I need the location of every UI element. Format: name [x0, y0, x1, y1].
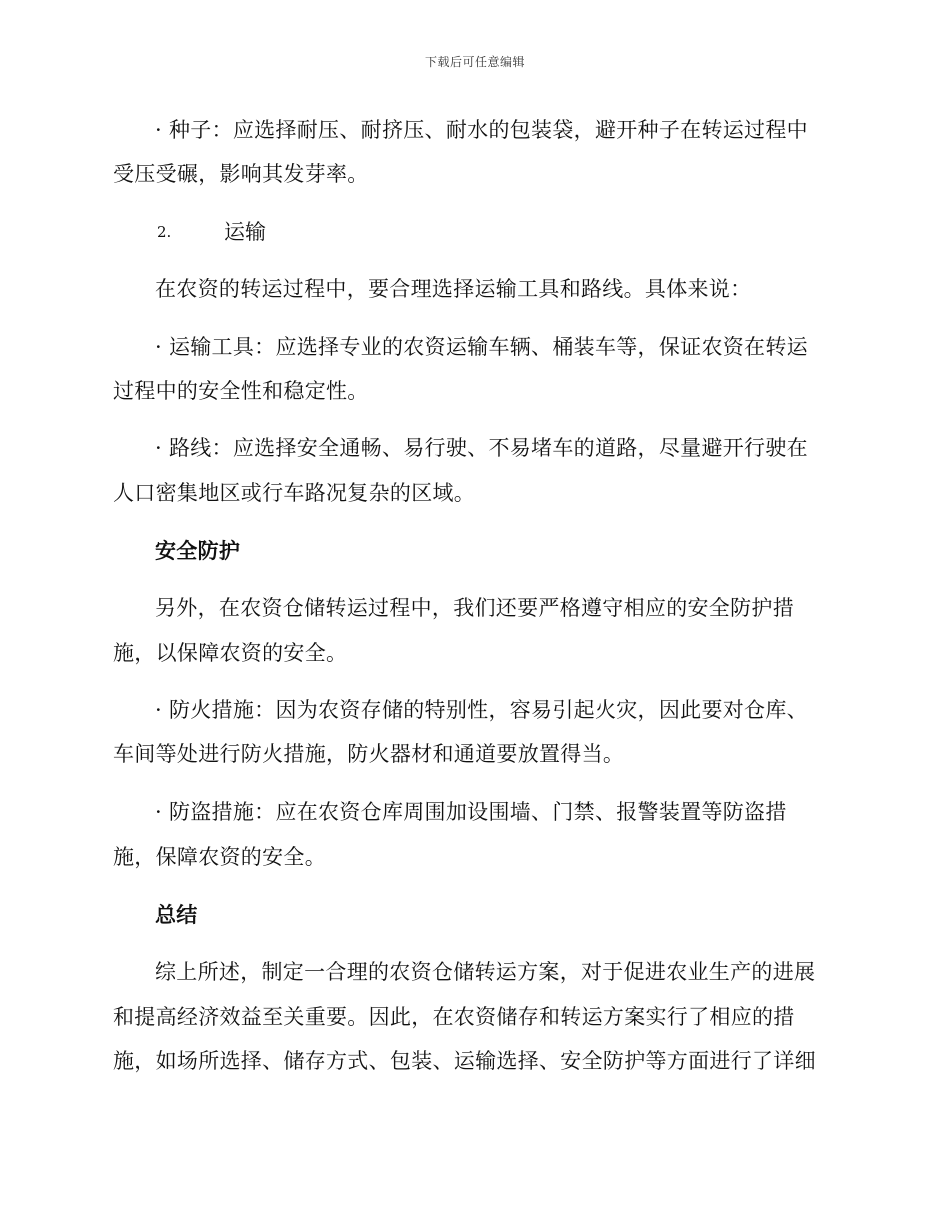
summary-line-1: 综上所述，制定一合理的农资仓储转运方案，对于促进农业生产的进展	[155, 960, 816, 984]
safety-heading: 安全防护	[155, 538, 241, 563]
section-title-transport: 运输	[224, 220, 266, 244]
fire-paragraph-line-1: · 防火措施：因为农资存储的特别性，容易引起火灾，因此要对仓库、	[155, 698, 808, 722]
summary-heading: 总结	[155, 902, 198, 927]
safety-intro-line-2: 施，以保障农资的安全。	[113, 641, 348, 665]
theft-paragraph-line-1: · 防盗措施：应在农资仓库周围加设围墙、门禁、报警装置等防盗措	[155, 800, 787, 824]
route-paragraph-line-1: · 路线：应选择安全通畅、易行驶、不易堵车的道路，尽量避开行驶在	[155, 436, 808, 460]
seeds-paragraph-line-1: · 种子：应选择耐压、耐挤压、耐水的包装袋，避开种子在转运过程中	[155, 118, 808, 142]
safety-intro-line-1: 另外，在农资仓储转运过程中，我们还要严格遵守相应的安全防护措	[155, 596, 794, 620]
route-paragraph-line-2: 人口密集地区或行车路况复杂的区域。	[113, 481, 476, 505]
seeds-paragraph-line-2: 受压受碾，影响其发芽率。	[113, 162, 369, 186]
summary-line-2: 和提高经济效益至关重要。因此，在农资储存和转运方案实行了相应的措	[113, 1005, 795, 1029]
summary-line-3: 施，如场所选择、储存方式、包装、运输选择、安全防护等方面进行了详细	[113, 1049, 816, 1073]
page-header: 下载后可任意编辑	[424, 55, 525, 69]
section-number: 2.	[157, 223, 172, 241]
fire-paragraph-line-2: 车间等处进行防火措施，防火器材和通道要放置得当。	[113, 742, 625, 766]
theft-paragraph-line-2: 施，保障农资的安全。	[113, 845, 326, 869]
tools-paragraph-line-2: 过程中的安全性和稳定性。	[113, 379, 369, 403]
tools-paragraph-line-1: · 运输工具：应选择专业的农资运输车辆、桶装车等，保证农资在转运	[155, 335, 808, 359]
transport-intro: 在农资的转运过程中，要合理选择运输工具和路线。具体来说：	[155, 277, 752, 301]
